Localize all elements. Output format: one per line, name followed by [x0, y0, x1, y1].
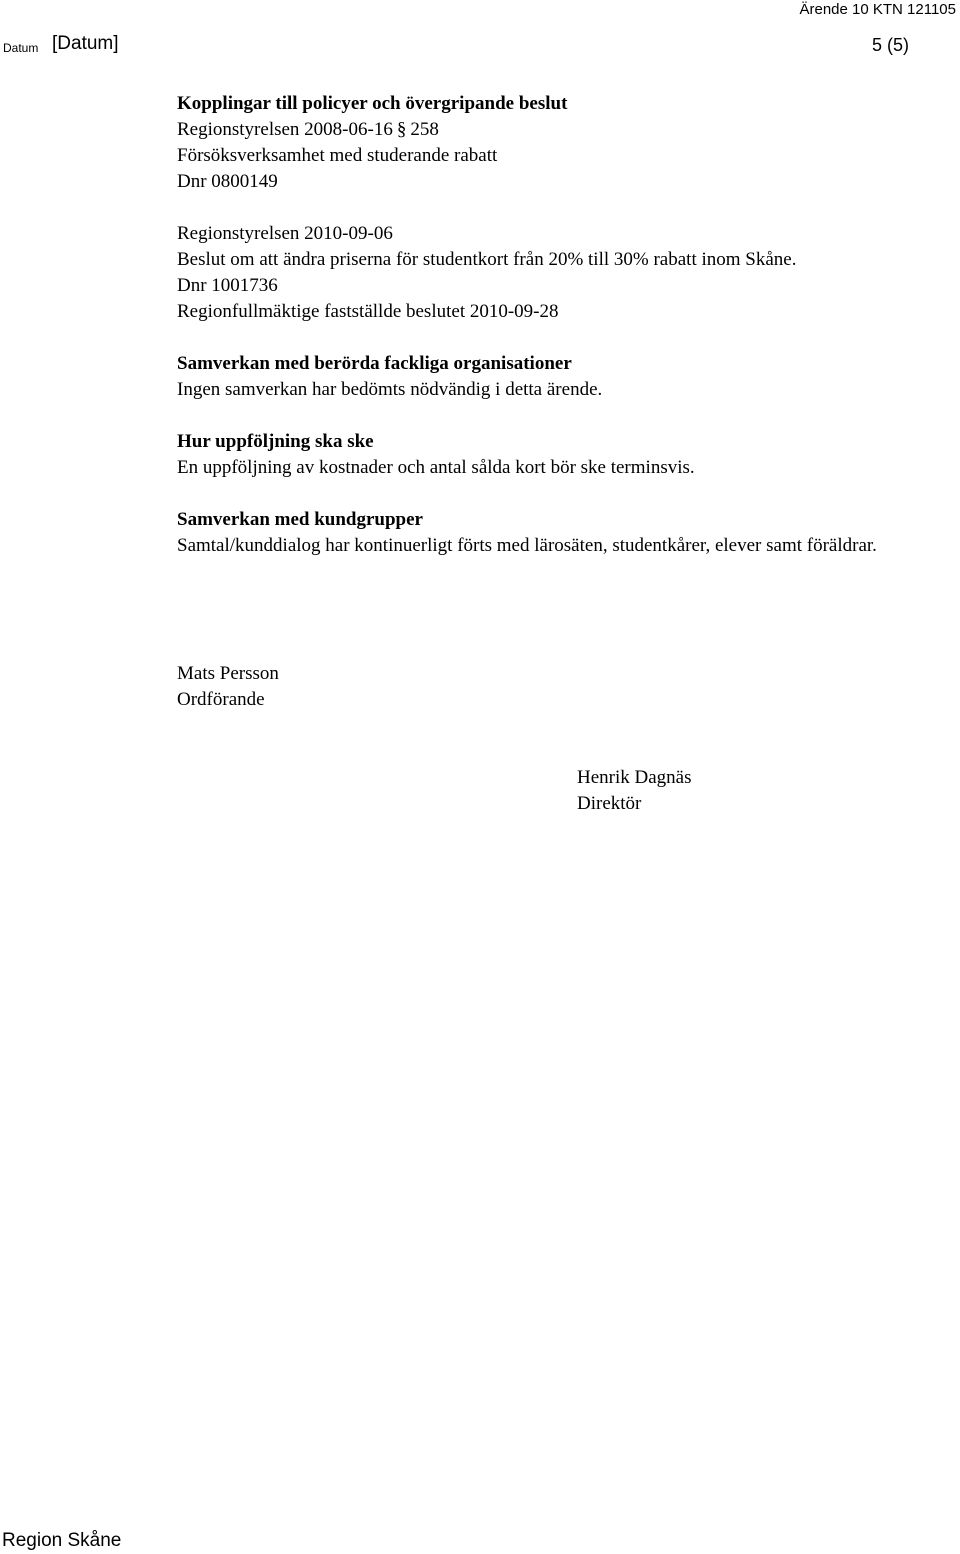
followup-section	[177, 429, 927, 481]
customers-section	[177, 507, 927, 559]
policies-decision-date: Regionstyrelsen 2008-06-16	[177, 119, 393, 140]
customers-heading: Samverkan med kundgrupper	[177, 509, 423, 530]
unions-section	[177, 351, 927, 403]
chair-title: Ordförande	[177, 689, 265, 710]
document-body	[177, 91, 927, 585]
policies-decision-number: 258	[410, 119, 439, 140]
policies-line-5: Beslut om att ändra priserna för studentkort från 20% till 30% rabatt inom Skåne.	[177, 249, 797, 270]
signature-chair	[177, 661, 279, 713]
director-name: Henrik Dagnäs	[577, 767, 692, 788]
page-number: 5 (5)	[871, 35, 909, 55]
datum-value: [Datum]	[52, 33, 119, 54]
policies-line-6: Dnr 1001736	[177, 275, 278, 296]
footer-organization: Region Skåne	[2, 1530, 122, 1551]
policies-line-3: Dnr 0800149	[177, 171, 278, 192]
unions-text: Ingen samverkan har bedömts nödvändig i detta ärende.	[177, 379, 603, 400]
policies-line-4: Regionstyrelsen 2010-09-06	[177, 223, 393, 244]
document-reference: Ärende 10 KTN 121105	[799, 1, 956, 18]
chair-name: Mats Persson	[177, 663, 279, 684]
unions-heading: Samverkan med berörda fackliga organisationer	[177, 353, 572, 374]
director-title: Direktör	[577, 793, 642, 814]
paragraph-sign: §	[396, 119, 407, 140]
policies-section	[177, 91, 927, 195]
followup-text: En uppföljning av kostnader och antal sålda kort bör ske terminsvis.	[177, 457, 695, 478]
signature-director	[577, 765, 692, 817]
policies-line-2: Försöksverksamhet med studerande rabatt	[177, 145, 498, 166]
followup-heading: Hur uppföljning ska ske	[177, 431, 374, 452]
customers-text: Samtal/kunddialog har kontinuerligt förts med lärosäten, studentkårer, elever samt föräldrar.	[177, 535, 877, 556]
policies-section-2	[177, 221, 927, 325]
datum-label: Datum	[3, 41, 39, 55]
policies-line-7: Regionfullmäktige fastställde beslutet 2010-09-28	[177, 301, 559, 322]
policies-decision-line	[177, 117, 927, 143]
policies-heading: Kopplingar till policyer och övergripande beslut	[177, 93, 568, 114]
